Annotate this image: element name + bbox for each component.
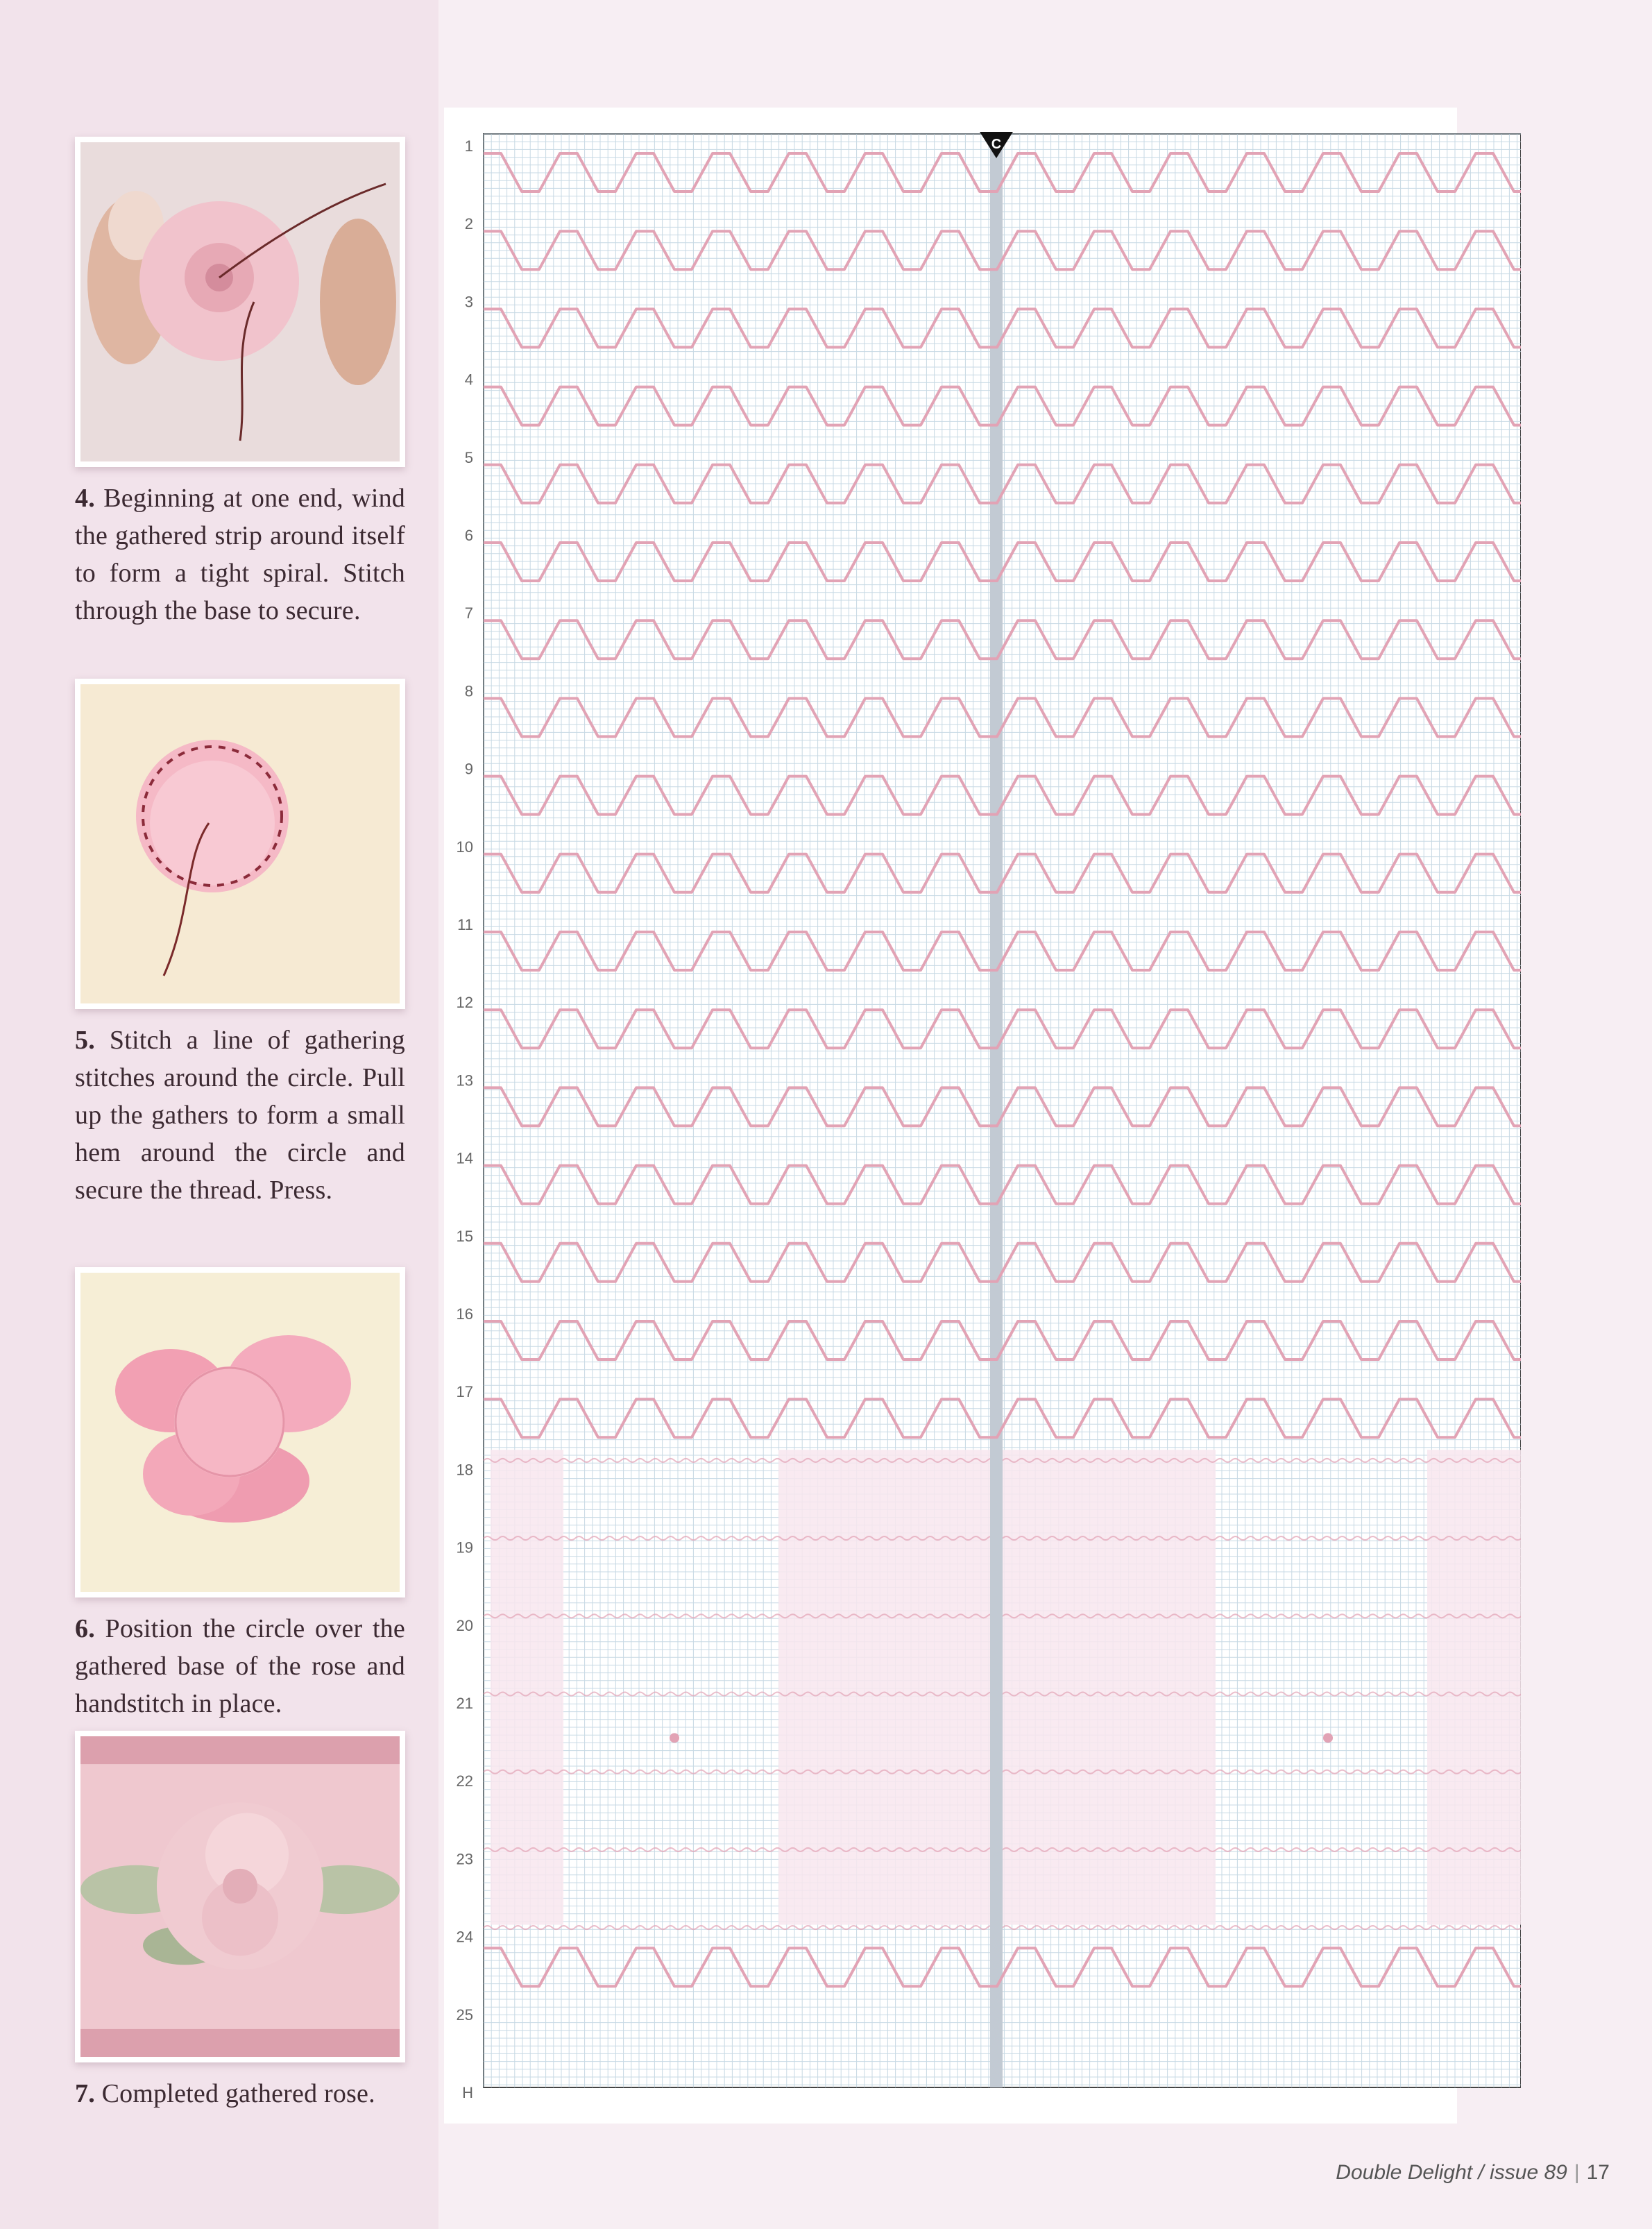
hand-gathering-fabric-photo [75, 137, 405, 467]
row-label: 4 [464, 371, 473, 389]
page-footer [1249, 2161, 1610, 2185]
step-6-caption: 6. Position the circle over the gathered base of the rose and handstitch in place. [75, 1614, 405, 1718]
row-label: 22 [456, 1772, 473, 1790]
row-label: 1 [464, 137, 473, 155]
row-label: 13 [456, 1071, 473, 1090]
page-number: 17 [1586, 2161, 1610, 2184]
step-5 [75, 679, 405, 1209]
row-label: 19 [456, 1539, 473, 1557]
row-label: 3 [464, 293, 473, 311]
centre-dot [1323, 1733, 1333, 1743]
center-line [990, 134, 1003, 2087]
row-label: H [462, 2084, 473, 2101]
completed-rose-on-smocking-photo [75, 1731, 405, 2062]
row-label: 5 [464, 448, 473, 466]
step-7 [75, 1731, 405, 2112]
row-label: 11 [457, 916, 473, 933]
row-label: 9 [464, 760, 473, 778]
step-5-caption: 5. Stitch a line of gathering stitches around the circle. Pull up the gathers to form a small hem around the circle and secure the thread. Press. [75, 1026, 405, 1205]
fabric-rose-photo [75, 1267, 405, 1597]
row-label: 2 [464, 215, 473, 233]
row-label: 25 [456, 2006, 473, 2024]
row-label: 17 [456, 1383, 473, 1401]
step-4-caption: 4. Beginning at one end, wind the gathered strip around itself to form a tight spiral. Stitch through the base to secure. [75, 484, 405, 625]
step-6 [75, 1267, 405, 1722]
center-marker-label: C [991, 137, 1002, 152]
row-label: 18 [456, 1461, 473, 1479]
row-label: 8 [464, 682, 473, 700]
fabric-circle-with-stitches-photo [75, 679, 405, 1009]
row-label: 15 [456, 1227, 473, 1245]
publication-name: Double Delight / issue 89 [1336, 2161, 1567, 2184]
row-label: 20 [456, 1616, 473, 1634]
row-label: 23 [456, 1850, 473, 1868]
plate-area [1427, 1450, 1521, 1924]
smocking-chart [452, 132, 1521, 2124]
row-label: 6 [464, 527, 473, 544]
plate-area [491, 1450, 563, 1924]
row-label: 14 [456, 1149, 473, 1167]
centre-dot [670, 1733, 679, 1743]
step-4 [75, 137, 405, 629]
row-label: 21 [456, 1695, 473, 1712]
row-label: 16 [456, 1305, 473, 1323]
step-7-caption: 7. Completed gathered rose. [75, 2079, 375, 2108]
row-label: 24 [456, 1928, 473, 1946]
footer-separator: | [1574, 2161, 1580, 2184]
row-label: 12 [456, 994, 473, 1012]
row-label: 10 [456, 838, 473, 856]
row-label: 7 [464, 604, 473, 622]
